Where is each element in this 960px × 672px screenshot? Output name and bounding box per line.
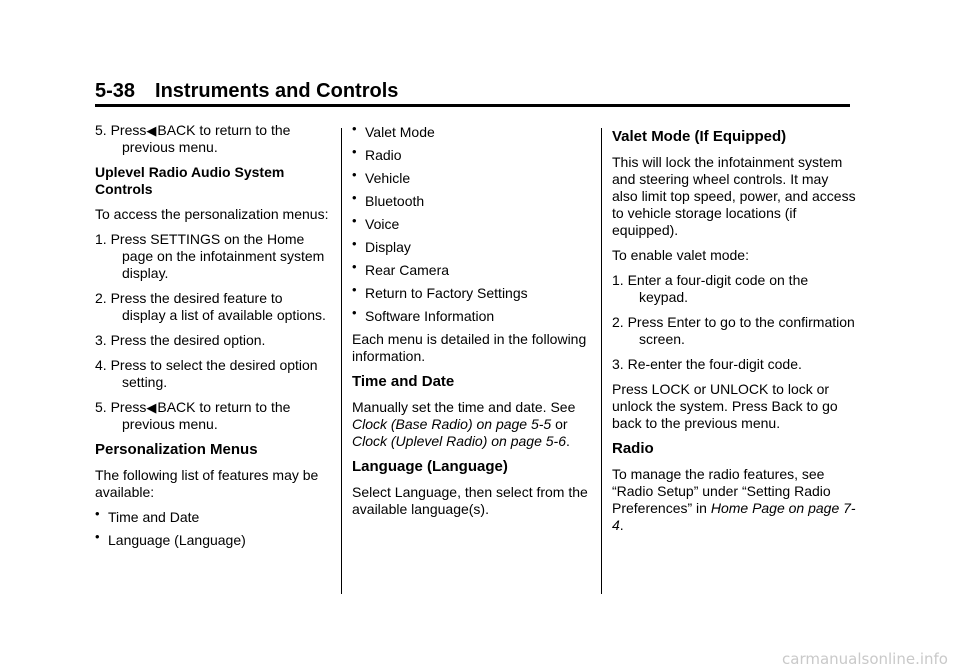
valet-step-3: 3. Re-enter the four-digit code. [612, 356, 802, 372]
column-divider-left [341, 128, 342, 594]
header-rule [95, 104, 850, 107]
list-item: • Display [352, 239, 592, 256]
radio-heading: Radio [612, 440, 654, 457]
step-1: 1. Press SETTINGS on the Home page on the infotainment system display. [95, 231, 325, 281]
column-2 [352, 124, 592, 526]
back-arrow-icon: ◀ [146, 123, 157, 138]
time-and-date-heading: Time and Date [352, 373, 455, 390]
time-and-date-text: Manually set the time and date. See Clock (Base Radio) on page 5-5 or Clock (Uplevel Radio) on page 5-6. [352, 399, 576, 449]
lock-unlock-text: Press LOCK or UNLOCK to lock or unlock the system. Press Back to go back to the previous menu. [612, 381, 838, 431]
feature-list [95, 509, 330, 549]
step-3: 3. Press the desired option. [95, 332, 266, 348]
list-item: • Time and Date [95, 509, 330, 526]
column-1 [95, 122, 330, 555]
personalization-steps [95, 231, 330, 433]
enable-valet-text: To enable valet mode: [612, 247, 749, 263]
watermark: carmanualsonline.info [782, 650, 948, 668]
step-4: 4. Press to select the desired option setting. [95, 357, 318, 390]
step-5: 5. Press◀BACK to return to the previous menu. [95, 399, 291, 432]
language-heading: Language (Language) [352, 458, 508, 475]
access-menus-text: To access the personalization menus: [95, 206, 329, 222]
column-3 [612, 126, 857, 542]
valet-step-2: 2. Press Enter to go to the confirmation screen. [612, 314, 855, 347]
valet-steps [612, 272, 857, 373]
list-item: • Language (Language) [95, 532, 330, 549]
list-item: • Vehicle [352, 170, 592, 187]
list-item: • Software Information [352, 308, 592, 325]
personalization-menus-heading: Personalization Menus [95, 441, 258, 458]
home-page-link[interactable]: Home Page on page 7-4 [612, 500, 856, 533]
chapter-title: Instruments and Controls [155, 80, 399, 102]
back-arrow-icon: ◀ [146, 400, 157, 415]
uplevel-controls-heading: Uplevel Radio Audio System Controls [95, 164, 285, 197]
radio-text: To manage the radio features, see “Radio Setup” under “Setting Radio Preferences” in Home Page on page 7-4. [612, 466, 856, 533]
step-2: 2. Press the desired feature to display a list of available options. [95, 290, 326, 323]
clock-uplevel-radio-link[interactable]: Clock (Uplevel Radio) on page 5-6 [352, 433, 566, 449]
valet-mode-text: This will lock the infotainment system and steering wheel controls. It may also limit top speed, power, and access to vehicle storage locations (if equipped). [612, 154, 856, 238]
list-item: • Radio [352, 147, 592, 164]
clock-base-radio-link[interactable]: Clock (Base Radio) on page 5-5 [352, 416, 552, 432]
list-item: • Bluetooth [352, 193, 592, 210]
valet-mode-heading: Valet Mode (If Equipped) [612, 128, 787, 145]
feature-list-continued [352, 124, 592, 325]
features-intro-text: The following list of features may be available: [95, 467, 319, 500]
page-number: 5-38 [95, 80, 136, 102]
list-item: • Voice [352, 216, 592, 233]
list-item: • Return to Factory Settings [352, 285, 592, 302]
list-item: • Valet Mode [352, 124, 592, 141]
page-header [95, 80, 398, 103]
column-divider-right [601, 128, 602, 594]
menu-detail-text: Each menu is detailed in the following information. [352, 331, 587, 364]
list-item: • Rear Camera [352, 262, 592, 279]
language-text: Select Language, then select from the available language(s). [352, 484, 588, 517]
valet-step-1: 1. Enter a four-digit code on the keypad. [612, 272, 809, 305]
step-5-back: 5. Press◀BACK to return to the previous menu. [95, 122, 291, 155]
